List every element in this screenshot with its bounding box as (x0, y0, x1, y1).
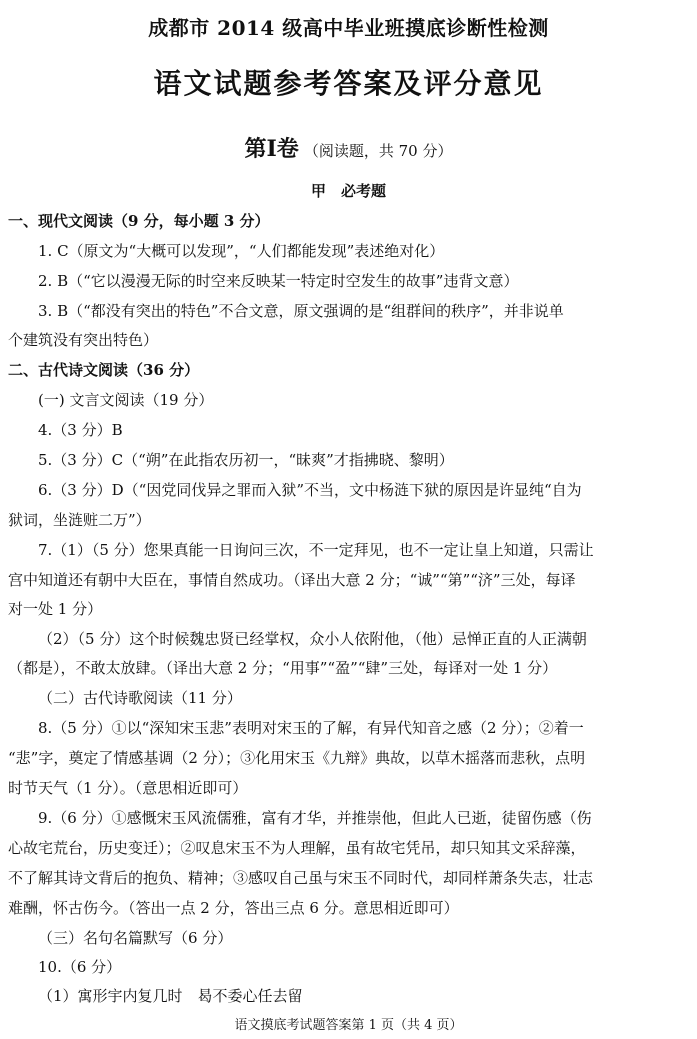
answer-line: 5.（3 分）C（“朔”在此指农历初一，“昧爽”才指拂晓、黎明） (38, 451, 454, 469)
answer-line: 难酬，怀古伤今。（答出一点 2 分，答出三点 6 分。意思相近即可） (8, 899, 459, 917)
answer-line: 对一处 1 分） (8, 600, 103, 618)
answer-line: （2）（5 分）这个时候魏忠贤已经掌权，众小人依附他，（他）忌惮正直的人正满朝 (38, 630, 587, 648)
section-heading: 甲 必考题 (310, 182, 386, 200)
answer-line: 8.（5 分）①以“深知宋玉悲”表明对宋玉的了解，有异代知音之感（2 分）；②着一 (38, 719, 584, 737)
page-footer: 语文摸底考试题答案第 1 页（共 4 页） (234, 1018, 463, 1033)
answer-line: 个建筑没有突出特色） (8, 331, 159, 349)
subheading-classical-prose: (一) 文言文阅读（19 分） (38, 391, 214, 409)
answer-line: 狱词，坐涟赃二万”） (8, 511, 151, 529)
subheading-dictation: （三）名句名篇默写（6 分） (38, 929, 233, 947)
answer-line: 宫中知道还有朝中大臣在，事情自然成功。（译出大意 2 分；“诚”“第”“济”三处，每译 (8, 571, 576, 589)
answer-line: 4.（3 分）B (38, 421, 123, 439)
answer-title: 语文试题参考答案及评分意见 (153, 67, 544, 100)
subheading-poetry-reading: （二）古代诗歌阅读（11 分） (38, 689, 242, 707)
answer-line: 心故宅荒台，历史变迁）；②叹息宋玉不为人理解，虽有故宅凭吊，却只知其文采辞藻， (8, 839, 586, 857)
answer-line: 9.（6 分）①感慨宋玉风流儒雅，富有才华，并推崇他，但此人已逝，徒留伤感（伤 (38, 809, 592, 827)
answer-line: 7.（1）（5 分）您果真能一日询问三次，不一定拜见，也不一定让皇上知道，只需让 (38, 541, 594, 559)
volume-heading (0, 132, 697, 163)
answer-line: （1）寓形宇内复几时 曷不委心任去留 (38, 987, 303, 1005)
heading-modern-reading: 一、现代文阅读（9 分，每小题 3 分） (8, 212, 270, 230)
answer-line: 不了解其诗文背后的抱负、精神；③感叹自己虽与宋玉不同时代，却同样萧条失志，壮志 (8, 869, 594, 887)
answer-line: 6.（3 分）D（“因党同伐异之罪而入狱”不当，文中杨涟下狱的原因是许显纯“自为 (38, 481, 582, 499)
answer-line: 10.（6 分） (38, 958, 122, 976)
answer-line: 时节天气（1 分）。（意思相近即可） (8, 779, 248, 797)
heading-classical-reading: 二、古代诗文阅读（36 分） (8, 361, 200, 379)
answer-line: （都是），不敢太放肆。（译出大意 2 分；“用事”“盈”“肆”三处，每译对一处 1 分） (8, 659, 558, 677)
answer-line: 3. B（“都没有突出的特色”不合文意，原文强调的是“组群间的秩序”，并非说单 (38, 302, 564, 320)
answer-line: 2. B（“它以漫漫无际的时空来反映某一特定时空发生的故事”违背文意） (38, 272, 519, 290)
volume-note: （阅读题，共 70 分） (303, 142, 453, 160)
answer-line: “悲”字，奠定了情感基调（2 分）；③化用宋玉《九辩》典故，以草木摇落而悲秋，点明 (8, 749, 586, 767)
exam-title: 成都市 2014 级高中毕业班摸底诊断性检测 (148, 16, 549, 40)
answer-line: 1. C（原文为“大概可以发现”，“人们都能发现”表述绝对化） (38, 242, 445, 260)
volume-label: 第Ⅰ卷 (244, 136, 299, 162)
